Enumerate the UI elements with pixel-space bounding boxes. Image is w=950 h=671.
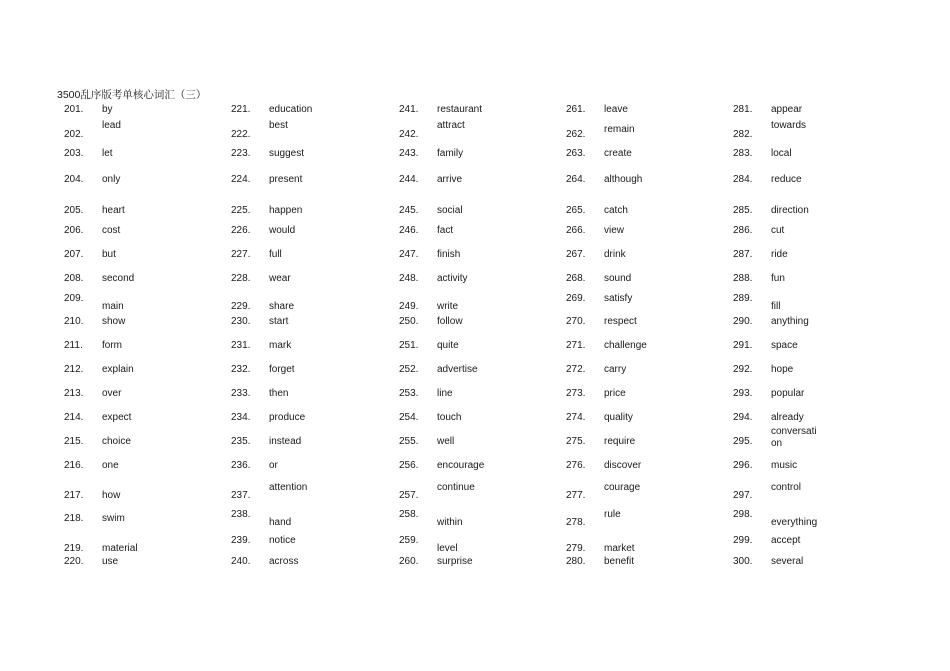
vocabulary-word: restaurant xyxy=(437,104,483,115)
vocabulary-word: but xyxy=(102,249,116,260)
vocabulary-word: respect xyxy=(604,316,637,327)
table-row xyxy=(0,426,950,460)
word-number: 234. xyxy=(231,412,251,423)
vocabulary-word: remain xyxy=(604,124,635,135)
vocabulary-word: by xyxy=(102,104,113,115)
vocabulary-word: leave xyxy=(604,104,628,115)
vocabulary-word: quality xyxy=(604,412,633,423)
word-number: 264. xyxy=(566,174,586,185)
vocabulary-word: follow xyxy=(437,316,463,327)
vocabulary-word: expect xyxy=(102,412,132,423)
word-number: 236. xyxy=(231,460,251,471)
word-number: 233. xyxy=(231,388,251,399)
word-number: 296. xyxy=(733,460,753,471)
vocabulary-word: instead xyxy=(269,436,302,447)
vocabulary-word: activity xyxy=(437,273,468,284)
word-number: 270. xyxy=(566,316,586,327)
word-number: 240. xyxy=(231,556,251,567)
vocabulary-word: popular xyxy=(771,388,805,399)
word-number: 222. xyxy=(231,129,251,140)
vocabulary-word: market xyxy=(604,543,635,554)
word-number: 201. xyxy=(64,104,84,115)
word-number: 251. xyxy=(399,340,419,351)
word-number: 210. xyxy=(64,316,84,327)
table-row xyxy=(0,556,950,580)
word-number: 266. xyxy=(566,225,586,236)
vocabulary-word: form xyxy=(102,340,122,351)
word-number: 253. xyxy=(399,388,419,399)
vocabulary-word: local xyxy=(771,148,792,159)
vocabulary-word: appear xyxy=(771,104,803,115)
vocabulary-word: anything xyxy=(771,316,809,327)
word-number: 283. xyxy=(733,148,753,159)
vocabulary-word: benefit xyxy=(604,556,635,567)
word-number: 297. xyxy=(733,490,753,501)
vocabulary-word: courage xyxy=(604,482,641,493)
vocabulary-word: create xyxy=(604,148,632,159)
vocabulary-word: across xyxy=(269,556,299,567)
table-row xyxy=(0,509,950,537)
word-number: 232. xyxy=(231,364,251,375)
word-number: 262. xyxy=(566,129,586,140)
table-row xyxy=(0,172,950,201)
word-number: 207. xyxy=(64,249,84,260)
vocabulary-word: rule xyxy=(604,509,621,520)
vocabulary-word: surprise xyxy=(437,556,473,567)
vocabulary-word: material xyxy=(102,543,138,554)
vocabulary-word: several xyxy=(771,556,804,567)
vocabulary-word: finish xyxy=(437,249,461,260)
word-number: 216. xyxy=(64,460,84,471)
word-number: 217. xyxy=(64,490,84,501)
word-number: 212. xyxy=(64,364,84,375)
word-number: 285. xyxy=(733,205,753,216)
vocabulary-word: space xyxy=(771,340,798,351)
vocabulary-word: cut xyxy=(771,225,785,236)
word-number: 279. xyxy=(566,543,586,554)
word-number: 231. xyxy=(231,340,251,351)
word-number: 300. xyxy=(733,556,753,567)
vocabulary-word: only xyxy=(102,174,121,185)
vocabulary-word: how xyxy=(102,490,121,501)
vocabulary-word: mark xyxy=(269,340,292,351)
word-number: 224. xyxy=(231,174,251,185)
table-row xyxy=(0,460,950,484)
vocabulary-word: direction xyxy=(771,205,809,216)
word-number: 246. xyxy=(399,225,419,236)
vocabulary-word: encourage xyxy=(437,460,485,471)
word-number: 227. xyxy=(231,249,251,260)
vocabulary-word: towards xyxy=(771,120,807,131)
vocabulary-word: share xyxy=(269,301,295,312)
vocabulary-word: already xyxy=(771,412,804,423)
vocabulary-word: notice xyxy=(269,535,296,546)
word-number: 260. xyxy=(399,556,419,567)
table-row xyxy=(0,537,950,556)
word-number: 229. xyxy=(231,301,251,312)
vocabulary-word: over xyxy=(102,388,122,399)
word-number: 239. xyxy=(231,535,251,546)
vocabulary-word: accept xyxy=(771,535,801,546)
word-number: 276. xyxy=(566,460,586,471)
word-number: 204. xyxy=(64,174,84,185)
vocabulary-word: line xyxy=(437,388,453,399)
table-row xyxy=(0,484,950,513)
table-row xyxy=(0,104,950,124)
word-number: 226. xyxy=(231,225,251,236)
vocabulary-word: or xyxy=(269,460,278,471)
word-number: 282. xyxy=(733,129,753,140)
vocabulary-word: wear xyxy=(269,273,291,284)
word-number: 249. xyxy=(399,301,419,312)
word-number: 205. xyxy=(64,205,84,216)
vocabulary-word: carry xyxy=(604,364,627,375)
table-row xyxy=(0,340,950,364)
vocabulary-word: explain xyxy=(102,364,134,375)
word-number: 268. xyxy=(566,273,586,284)
word-number: 273. xyxy=(566,388,586,399)
word-number: 280. xyxy=(566,556,586,567)
word-number: 241. xyxy=(399,104,419,115)
word-number: 238. xyxy=(231,509,251,520)
word-number: 293. xyxy=(733,388,753,399)
table-row xyxy=(0,316,950,340)
word-number: 259. xyxy=(399,535,419,546)
vocabulary-word: show xyxy=(102,316,126,327)
vocabulary-word: arrive xyxy=(437,174,463,185)
vocabulary-word: drink xyxy=(604,249,626,260)
vocabulary-table xyxy=(0,104,950,580)
vocabulary-word: choice xyxy=(102,436,131,447)
word-number: 287. xyxy=(733,249,753,260)
word-number: 256. xyxy=(399,460,419,471)
word-number: 230. xyxy=(231,316,251,327)
vocabulary-word: best xyxy=(269,120,288,131)
word-number: 219. xyxy=(64,543,84,554)
word-number: 245. xyxy=(399,205,419,216)
vocabulary-word: produce xyxy=(269,412,306,423)
word-number: 292. xyxy=(733,364,753,375)
table-row xyxy=(0,249,950,273)
vocabulary-word: education xyxy=(269,104,313,115)
vocabulary-word: start xyxy=(269,316,289,327)
vocabulary-word: family xyxy=(437,148,464,159)
vocabulary-word: challenge xyxy=(604,340,647,351)
word-number: 214. xyxy=(64,412,84,423)
word-number: 267. xyxy=(566,249,586,260)
vocabulary-word: satisfy xyxy=(604,293,633,304)
vocabulary-word: cost xyxy=(102,225,121,236)
vocabulary-word: fact xyxy=(437,225,454,236)
vocabulary-word: touch xyxy=(437,412,462,423)
vocabulary-word: price xyxy=(604,388,626,399)
word-number: 258. xyxy=(399,509,419,520)
vocabulary-word: view xyxy=(604,225,625,236)
vocabulary-word: control xyxy=(771,482,802,493)
word-number: 257. xyxy=(399,490,419,501)
word-number: 250. xyxy=(399,316,419,327)
vocabulary-word: continue xyxy=(437,482,475,493)
vocabulary-word: hope xyxy=(771,364,794,375)
vocabulary-word: conversation xyxy=(771,426,817,449)
word-number: 242. xyxy=(399,129,419,140)
word-number: 274. xyxy=(566,412,586,423)
word-number: 277. xyxy=(566,490,586,501)
vocabulary-word: catch xyxy=(604,205,628,216)
word-number: 271. xyxy=(566,340,586,351)
vocabulary-word: attract xyxy=(437,120,465,131)
vocabulary-word: heart xyxy=(102,205,125,216)
word-number: 286. xyxy=(733,225,753,236)
table-row xyxy=(0,148,950,172)
vocabulary-word: reduce xyxy=(771,174,802,185)
word-number: 252. xyxy=(399,364,419,375)
word-number: 248. xyxy=(399,273,419,284)
word-number: 288. xyxy=(733,273,753,284)
vocabulary-word: hand xyxy=(269,517,292,528)
vocabulary-word: one xyxy=(102,460,119,471)
word-number: 223. xyxy=(231,148,251,159)
word-number: 289. xyxy=(733,293,753,304)
word-number: 295. xyxy=(733,436,753,447)
word-number: 298. xyxy=(733,509,753,520)
word-number: 228. xyxy=(231,273,251,284)
vocabulary-word: although xyxy=(604,174,643,185)
vocabulary-word: quite xyxy=(437,340,459,351)
vocabulary-word: music xyxy=(771,460,798,471)
word-number: 244. xyxy=(399,174,419,185)
vocabulary-word: present xyxy=(269,174,303,185)
vocabulary-word: would xyxy=(269,225,296,236)
table-row xyxy=(0,201,950,225)
vocabulary-word: fill xyxy=(771,301,781,312)
vocabulary-word: discover xyxy=(604,460,642,471)
word-number: 265. xyxy=(566,205,586,216)
word-number: 211. xyxy=(64,340,83,351)
vocabulary-word: require xyxy=(604,436,636,447)
vocabulary-word: then xyxy=(269,388,289,399)
word-number: 284. xyxy=(733,174,753,185)
vocabulary-word: happen xyxy=(269,205,303,216)
word-number: 221. xyxy=(231,104,251,115)
word-number: 243. xyxy=(399,148,419,159)
word-number: 235. xyxy=(231,436,251,447)
word-number: 272. xyxy=(566,364,586,375)
word-number: 299. xyxy=(733,535,753,546)
vocabulary-word: social xyxy=(437,205,463,216)
word-number: 215. xyxy=(64,436,84,447)
word-number: 202. xyxy=(64,129,84,140)
table-row xyxy=(0,293,950,316)
word-number: 275. xyxy=(566,436,586,447)
word-number: 208. xyxy=(64,273,84,284)
table-row xyxy=(0,364,950,388)
word-number: 290. xyxy=(733,316,753,327)
word-number: 278. xyxy=(566,517,586,528)
vocabulary-word: main xyxy=(102,301,124,312)
vocabulary-word: ride xyxy=(771,249,788,260)
vocabulary-word: use xyxy=(102,556,119,567)
vocabulary-word: sound xyxy=(604,273,632,284)
table-row xyxy=(0,120,950,148)
word-number: 255. xyxy=(399,436,419,447)
word-number: 237. xyxy=(231,490,251,501)
vocabulary-word: forget xyxy=(269,364,295,375)
vocabulary-word: full xyxy=(269,249,282,260)
vocabulary-word: lead xyxy=(102,120,121,131)
vocabulary-word: well xyxy=(437,436,455,447)
vocabulary-word: swim xyxy=(102,513,125,524)
vocabulary-word: attention xyxy=(269,482,308,493)
word-number: 281. xyxy=(733,104,753,115)
word-number: 218. xyxy=(64,513,84,524)
table-row xyxy=(0,225,950,249)
table-row xyxy=(0,273,950,297)
word-number: 269. xyxy=(566,293,586,304)
word-number: 209. xyxy=(64,293,84,304)
word-number: 220. xyxy=(64,556,84,567)
vocabulary-word: second xyxy=(102,273,135,284)
vocabulary-word: write xyxy=(437,301,459,312)
word-number: 263. xyxy=(566,148,586,159)
vocabulary-word: everything xyxy=(771,517,818,528)
word-number: 254. xyxy=(399,412,419,423)
document-title: 3500乱序版考单核心词汇（三） xyxy=(57,89,207,101)
word-number: 247. xyxy=(399,249,419,260)
table-row xyxy=(0,388,950,412)
word-number: 203. xyxy=(64,148,84,159)
word-number: 294. xyxy=(733,412,753,423)
vocabulary-word: level xyxy=(437,543,458,554)
vocabulary-word: advertise xyxy=(437,364,478,375)
word-number: 225. xyxy=(231,205,251,216)
vocabulary-word: fun xyxy=(771,273,785,284)
vocabulary-word: within xyxy=(437,517,463,528)
word-number: 206. xyxy=(64,225,84,236)
word-number: 291. xyxy=(733,340,753,351)
vocabulary-word: suggest xyxy=(269,148,305,159)
vocabulary-word: let xyxy=(102,148,113,159)
word-number: 213. xyxy=(64,388,84,399)
word-number: 261. xyxy=(566,104,586,115)
